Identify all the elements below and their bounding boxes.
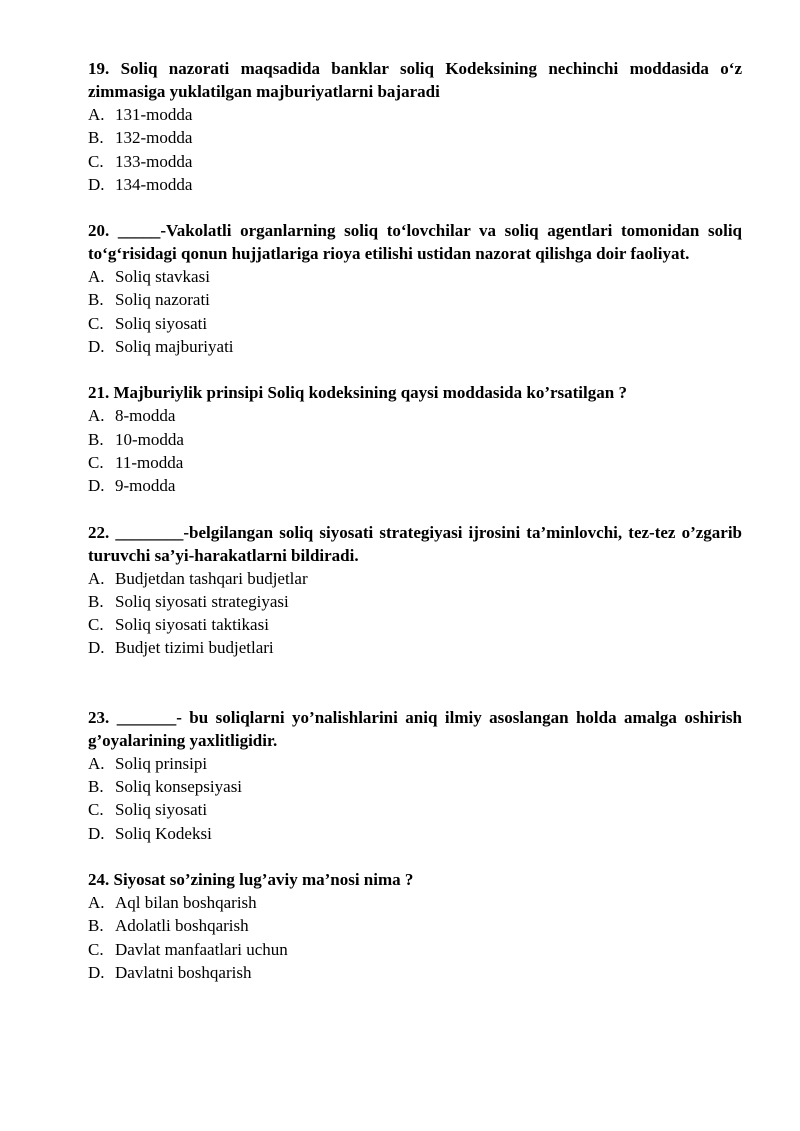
option-letter: A.	[88, 406, 105, 426]
spacer	[88, 196, 742, 219]
option-text: Davlatni boshqarish	[115, 962, 252, 982]
option-letter: B.	[88, 290, 104, 310]
option-letter: C.	[88, 800, 104, 820]
option-text: Soliq siyosati taktikasi	[115, 615, 269, 635]
option-letter: B.	[88, 429, 104, 449]
option-d	[88, 335, 742, 358]
spacer	[88, 498, 742, 521]
option-text: 9-modda	[115, 476, 176, 496]
option-letter: D.	[88, 823, 105, 843]
option-letter: B.	[88, 916, 104, 936]
option-text: Budjetdan tashqari budjetlar	[115, 568, 308, 588]
option-text: Soliq stavkasi	[115, 267, 210, 287]
question-title: 21. Majburiylik prinsipi Soliq kodeksining qaysi moddasida ko’rsatilgan ?	[88, 383, 627, 403]
option-letter: D.	[88, 638, 105, 658]
question-title: 22. ________-belgilangan soliq siyosati strategiyasi ijrosini ta’minlovchi, tez-tez o’zgarib turuvchi sa’yi-harakatlarni bildiradi.	[88, 522, 742, 565]
spacer	[88, 660, 742, 706]
question-title: 23. _______- bu soliqlarni yo’nalishlarini aniq ilmiy asoslangan holda amalga oshirish g’oyalarining yaxlitligidir.	[88, 707, 742, 750]
question-21	[88, 381, 742, 497]
option-a	[88, 265, 742, 288]
option-b	[88, 428, 742, 451]
option-c	[88, 312, 742, 335]
question-23	[88, 706, 742, 845]
question-19	[88, 57, 742, 196]
spacer	[88, 845, 742, 868]
option-b	[88, 590, 742, 613]
option-letter: D.	[88, 962, 105, 982]
option-text: 133-modda	[115, 151, 193, 171]
option-letter: A.	[88, 753, 105, 773]
option-text: Adolatli boshqarish	[115, 916, 249, 936]
option-c	[88, 938, 742, 961]
option-c	[88, 613, 742, 636]
option-letter: C.	[88, 151, 104, 171]
option-letter: A.	[88, 267, 105, 287]
quiz-page	[88, 57, 742, 984]
option-text: Soliq majburiyati	[115, 337, 234, 357]
question-title: 24. Siyosat so’zining lug’aviy ma’nosi nima ?	[88, 869, 414, 889]
option-text: 8-modda	[115, 406, 176, 426]
option-text: 11-modda	[115, 452, 184, 472]
option-letter: B.	[88, 591, 104, 611]
option-text: Aql bilan boshqarish	[115, 892, 257, 912]
option-text: 131-modda	[115, 105, 193, 124]
option-letter: C.	[88, 939, 104, 959]
question-24	[88, 868, 742, 984]
option-letter: D.	[88, 174, 105, 194]
option-b	[88, 288, 742, 311]
option-letter: A.	[88, 105, 105, 124]
option-d	[88, 961, 742, 984]
option-text: Soliq siyosati strategiyasi	[115, 591, 289, 611]
option-letter: C.	[88, 313, 104, 333]
option-text: Soliq siyosati	[115, 800, 208, 820]
option-d	[88, 173, 742, 196]
option-text: 132-modda	[115, 128, 193, 148]
option-text: 134-modda	[115, 174, 193, 194]
option-b	[88, 914, 742, 937]
option-text: Soliq Kodeksi	[115, 823, 212, 843]
option-letter: A.	[88, 892, 105, 912]
option-text: Soliq nazorati	[115, 290, 210, 310]
option-letter: D.	[88, 476, 105, 496]
option-text: Soliq konsepsiyasi	[115, 777, 243, 797]
option-text: Soliq prinsipi	[115, 753, 208, 773]
option-d	[88, 636, 742, 659]
option-a	[88, 752, 742, 775]
option-letter: A.	[88, 568, 105, 588]
option-a	[88, 103, 742, 126]
question-20	[88, 219, 742, 358]
option-letter: B.	[88, 128, 104, 148]
option-text: Budjet tizimi budjetlari	[115, 638, 274, 658]
option-c	[88, 798, 742, 821]
question-22	[88, 521, 742, 660]
option-c	[88, 451, 742, 474]
spacer	[88, 358, 742, 381]
option-a	[88, 404, 742, 427]
option-b	[88, 126, 742, 149]
option-d	[88, 822, 742, 845]
question-title: 20. _____-Vakolatli organlarning soliq to‘lovchilar va soliq agentlari tomonidan soliq to‘g‘risidagi qonun hujjatlariga rioya etilishi ustidan nazorat qilishga doir faoliyat.	[88, 221, 742, 264]
option-text: Soliq siyosati	[115, 313, 208, 333]
option-d	[88, 474, 742, 497]
option-b	[88, 775, 742, 798]
option-letter: D.	[88, 337, 105, 357]
question-title: 19. Soliq nazorati maqsadida banklar soliq Kodeksining nechinchi moddasida o‘z zimmasiga yuklatilgan majburiyatlarni bajaradi	[88, 59, 742, 101]
option-text: Davlat manfaatlari uchun	[115, 939, 288, 959]
option-letter: C.	[88, 615, 104, 635]
option-letter: C.	[88, 452, 104, 472]
option-a	[88, 567, 742, 590]
option-a	[88, 891, 742, 914]
option-text: 10-modda	[115, 429, 184, 449]
option-letter: B.	[88, 777, 104, 797]
option-c	[88, 150, 742, 173]
